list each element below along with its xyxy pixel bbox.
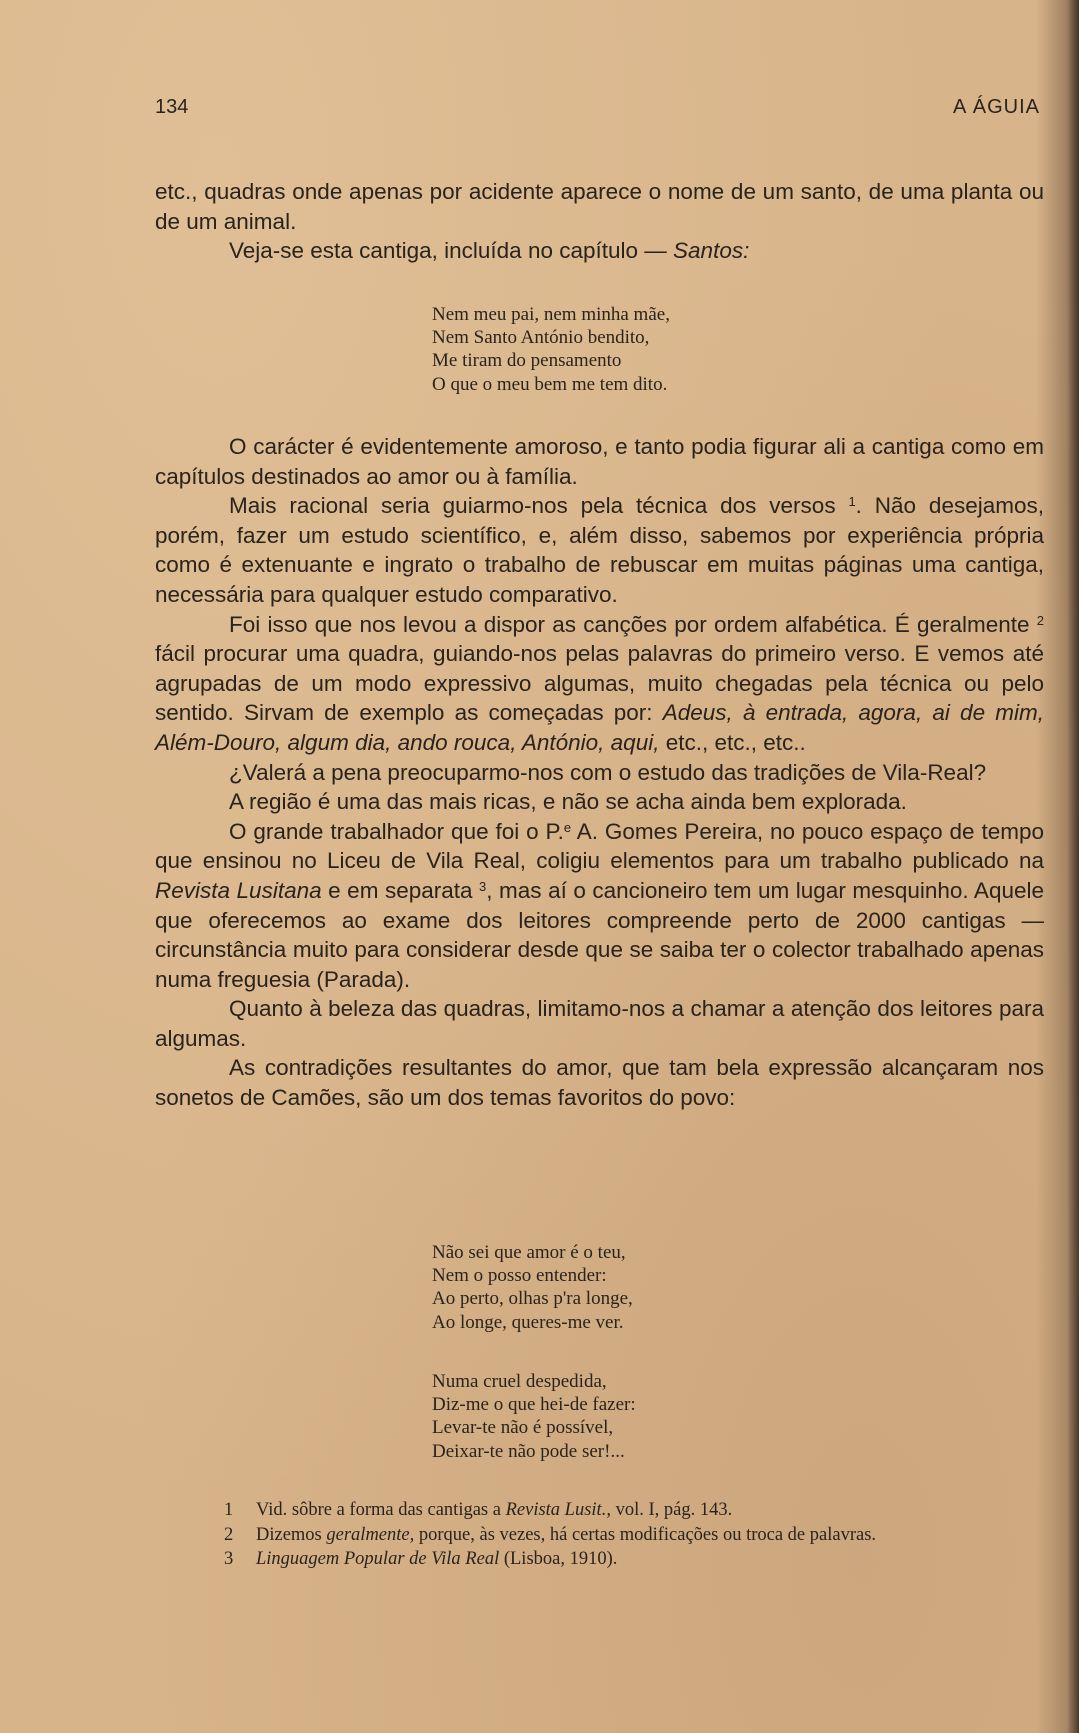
text-run: A. Gomes Pereira, no pouco espaço de tempo que ensinou no Liceu de Vila Real, coligiu elementos para um trabalho publicado na: [155, 818, 1044, 874]
footnote: [224, 1547, 1054, 1572]
footnote-number: 2: [224, 1524, 234, 1545]
paragraph: ¿Valerá a pena preocuparmo-nos com o estudo das tradições de Vila-Real?: [229, 759, 987, 785]
text-run: Veja-se esta cantiga, incluída no capítulo —: [229, 238, 674, 264]
italic-run: Revista Lusit.,: [505, 1500, 611, 1520]
quatrain-2: [432, 1241, 633, 1334]
text-run: Vid. sôbre a forma das cantigas a: [256, 1500, 506, 1520]
verse-line: Me tiram do pensamento: [432, 350, 622, 372]
footnote: [224, 1523, 1054, 1548]
footnote-ref: 3: [479, 878, 487, 894]
verse-line: Diz-me o que hei-de fazer:: [432, 1394, 636, 1416]
paragraph: [155, 817, 1044, 995]
footnote-text: [256, 1547, 617, 1572]
italic-run: geralmente,: [326, 1524, 415, 1545]
text-run: (Lisboa, 1910).: [499, 1549, 618, 1569]
paragraph: etc., quadras onde apenas por acidente aparece o nome de um santo, de uma planta ou de um animal.: [155, 179, 1044, 234]
verse-line: Levar-te não é possível,: [432, 1417, 614, 1439]
verse-line: Não sei que amor é o teu,: [432, 1242, 626, 1263]
footnote-text: [256, 1498, 732, 1523]
text-run: Mais racional seria guiarmo-nos pela técnica dos versos: [229, 493, 849, 519]
footnote-ref: 1: [848, 494, 856, 510]
page-header: [155, 96, 1040, 126]
body-text-top: [155, 177, 1044, 266]
running-head: A ÁGUIA: [952, 96, 1040, 118]
italic-run: Santos:: [673, 238, 750, 264]
text-run: , mas aí o cancioneiro tem um lugar mesquinho. Aquele que oferecemos ao exame dos leitores compreende perto de 2000 cantigas — circunstância muito para considerar desde que se saiba ter o colector trabalhado apenas numa freguesia (Parada).: [155, 877, 1044, 992]
paragraph: [155, 610, 1044, 758]
italic-run: Linguagem Popular de Vila Real: [256, 1549, 500, 1569]
verse-line: O que o meu bem me tem dito.: [432, 373, 668, 395]
quatrain-1: [432, 303, 670, 396]
footnote-text: [256, 1523, 876, 1548]
verse-line: Nem Santo António bendito,: [432, 327, 650, 349]
paragraph: [155, 491, 1044, 609]
paragraph: [155, 236, 1044, 266]
paragraph: Quanto à beleza das quadras, limitamo-nos a chamar a atenção dos leitores para algumas.: [155, 996, 1044, 1051]
text-run: porque, às vezes, há certas modificações ou troca de palavras.: [414, 1524, 877, 1545]
verse-line: Nem o posso entender:: [432, 1265, 607, 1287]
text-run: . Não desejamos, porém, fazer um estudo scientífico, e, além disso, sabemos por experiência própria como é extenuante e ingrato o trabalho de rebuscar em muitas páginas uma cantiga, necessária para qualquer estudo comparativo.: [155, 493, 1044, 607]
verse-line: Nem meu pai, nem minha mãe,: [432, 304, 670, 325]
quatrain-3: [432, 1370, 636, 1463]
text-run: vol. I, pág. 143.: [610, 1500, 733, 1520]
footnote-number: 1: [224, 1500, 234, 1520]
italic-run: Adeus, à entrada, agora, ai de mim, Além-Douro, algum dia, ando rouca, António, aqui,: [155, 700, 1044, 755]
page-number: 134: [155, 96, 189, 118]
verse-line: Deixar-te não pode ser!...: [432, 1440, 625, 1462]
text-run: fácil procurar uma quadra, guiando-nos pelas palavras do primeiro verso. E vemos até agrupadas de um modo expressivo algumas, muito chegadas pela técnica ou pelo sentido. Sirvam de exemplo as começadas por:: [155, 641, 1044, 726]
footnotes: [224, 1498, 1054, 1572]
body-text-main: [155, 432, 1044, 1113]
text-run: Foi isso que nos levou a dispor as canções por ordem alfabética. É geralmente: [229, 611, 1037, 637]
page-edge-shadow: [1067, 0, 1079, 1733]
verse-line: Ao perto, olhas p'ra longe,: [432, 1288, 633, 1310]
paragraph: As contradições resultantes do amor, que tam bela expressão alcançaram nos sonetos de Camões, são um dos temas favoritos do povo:: [155, 1055, 1044, 1111]
paragraph: A região é uma das mais ricas, e não se acha ainda bem explorada.: [229, 789, 907, 815]
superscript: e: [563, 819, 572, 835]
footnote-ref: 2: [1036, 612, 1044, 628]
verse-line: Ao longe, queres-me ver.: [432, 1311, 624, 1333]
italic-run: Revista Lusitana: [155, 877, 322, 903]
text-run: Dizemos: [256, 1524, 327, 1545]
text-run: etc., etc., etc..: [659, 729, 806, 755]
footnote: [224, 1498, 1054, 1523]
footnote-number: 3: [224, 1549, 234, 1569]
verse-line: Numa cruel despedida,: [432, 1371, 607, 1392]
text-run: O grande trabalhador que foi o P.: [229, 818, 564, 844]
text-run: e em separata: [321, 877, 480, 903]
paragraph: O carácter é evidentemente amoroso, e tanto podia figurar ali a cantiga como em capítulos destinados ao amor ou à família.: [155, 434, 1044, 489]
